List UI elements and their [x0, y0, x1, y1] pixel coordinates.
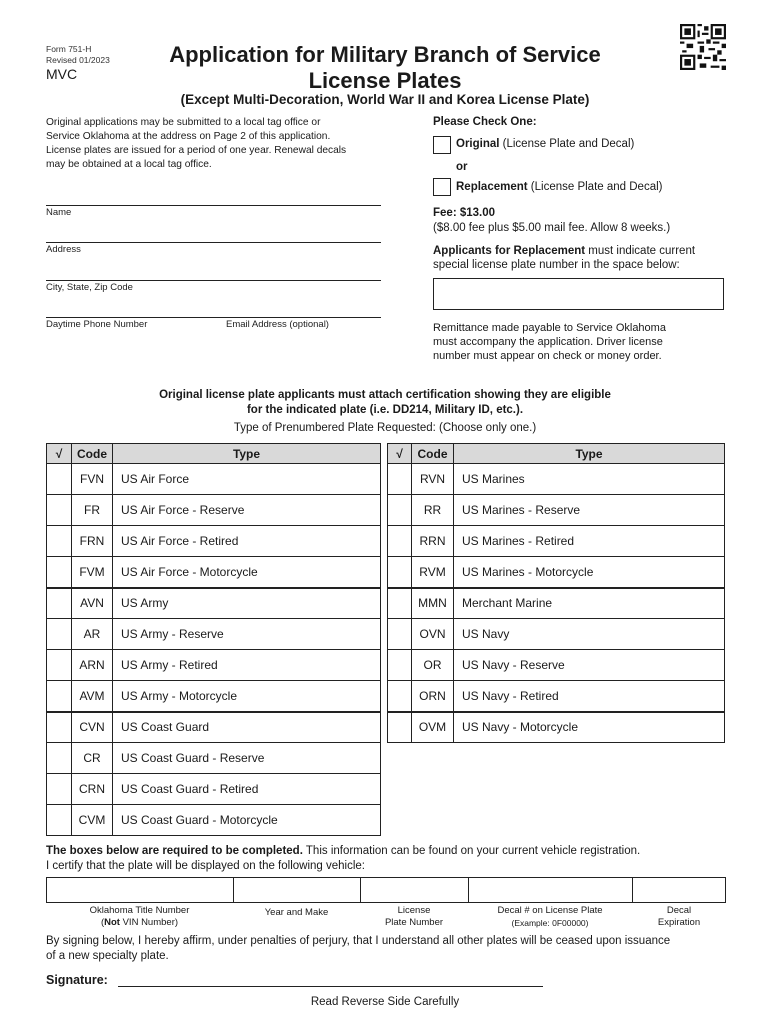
certification-notice: Original license plate applicants must attach certification showing they are eligible for the indicated plate (i.e. DD214, Military ID, etc.). [159, 389, 611, 416]
plate-code: OR [412, 650, 454, 681]
plate-code: FVN [72, 464, 113, 495]
name-field[interactable] [46, 205, 381, 206]
plate-select-checkbox[interactable] [47, 681, 72, 712]
revision-date: Revised 01/2023 [46, 55, 110, 65]
plate-type: US Air Force - Retired [113, 526, 381, 557]
plate-code: OVM [412, 712, 454, 743]
plate-row [47, 464, 381, 495]
or-text: or [456, 161, 468, 173]
plate-type: US Army - Motorcycle [113, 681, 381, 712]
page-title: Application for Military Branch of Service License Plates [169, 42, 601, 93]
decal-number-input[interactable] [469, 878, 633, 903]
plate-type: US Air Force [113, 464, 381, 495]
plate-code: OVN [412, 619, 454, 650]
fee-note: ($8.00 fee plus $5.00 mail fee. Allow 8 weeks.) [433, 222, 671, 234]
signature-field[interactable] [118, 986, 543, 987]
plate-select-checkbox[interactable] [47, 743, 72, 774]
plate-type-instruction: Type of Prenumbered Plate Requested: (Choose only one.) [233, 422, 537, 434]
form-number-block [46, 44, 110, 66]
address-field[interactable] [46, 242, 381, 243]
plate-select-checkbox[interactable] [47, 712, 72, 743]
plate-row [47, 557, 381, 588]
plate-type: US Army - Reserve [113, 619, 381, 650]
plate-row [388, 588, 725, 619]
plate-type: US Navy [454, 619, 725, 650]
plate-select-checkbox[interactable] [388, 557, 412, 588]
signature-label: Signature: [46, 973, 108, 987]
plate-select-checkbox[interactable] [47, 805, 72, 836]
required-notice: The boxes below are required to be completed. This information can be found on your current vehicle registration. [46, 845, 641, 857]
plate-select-checkbox[interactable] [47, 557, 72, 588]
plate-select-checkbox[interactable] [47, 774, 72, 805]
plate-row [47, 681, 381, 712]
plate-select-checkbox[interactable] [388, 588, 412, 619]
plate-type: US Navy - Motorcycle [454, 712, 725, 743]
qr-code-icon [680, 24, 726, 70]
plate-code: RR [412, 495, 454, 526]
plate-type: US Marines - Motorcycle [454, 557, 725, 588]
intro-text: Original applications may be submitted to a local tag office or Service Oklahoma at the address on Page 2 of this application. License plates are issued for a period of one year. Renewal decals may be obtained at a local tag office. [46, 117, 347, 170]
decal-number-label: Decal # on License Plate (Example: 0F00000) [497, 905, 603, 928]
decal-expiration-label: Decal Expiration [657, 905, 701, 928]
plate-row [388, 526, 725, 557]
city-state-zip-field[interactable] [46, 280, 381, 281]
plate-type: US Coast Guard - Motorcycle [113, 805, 381, 836]
plate-type: US Coast Guard [113, 712, 381, 743]
plate-code: ARN [72, 650, 113, 681]
vehicle-info-table [46, 877, 726, 903]
plate-code: AVN [72, 588, 113, 619]
plate-code: FR [72, 495, 113, 526]
plate-select-checkbox[interactable] [47, 650, 72, 681]
plate-row [388, 650, 725, 681]
plate-select-checkbox[interactable] [47, 464, 72, 495]
plate-type: US Coast Guard - Retired [113, 774, 381, 805]
form-number: Form 751-H [46, 44, 92, 54]
plate-number-label: License Plate Number [384, 905, 444, 928]
plate-select-checkbox[interactable] [388, 681, 412, 712]
decal-expiration-input[interactable] [633, 878, 726, 903]
title-number-input[interactable] [47, 878, 234, 903]
plate-code: FVM [72, 557, 113, 588]
address-label: Address [46, 244, 81, 255]
plate-row [388, 712, 725, 743]
name-label: Name [46, 207, 72, 218]
plate-type: US Marines - Retired [454, 526, 725, 557]
plate-select-checkbox[interactable] [47, 619, 72, 650]
plate-row [47, 805, 381, 836]
plate-code: CVN [72, 712, 113, 743]
plate-type: Merchant Marine [454, 588, 725, 619]
agency-code: MVC [46, 66, 78, 82]
plate-row [47, 774, 381, 805]
remittance-note: Remittance made payable to Service Oklahoma must accompany the application. Driver license number must appear on check or money order. [433, 322, 666, 362]
plate-select-checkbox[interactable] [388, 526, 412, 557]
email-label: Email Address (optional) [226, 319, 329, 330]
phone-email-field[interactable] [46, 317, 381, 318]
certify-text: I certify that the plate will be displayed on the following vehicle: [46, 860, 365, 872]
plate-select-checkbox[interactable] [47, 495, 72, 526]
plate-table-right [387, 443, 725, 743]
city-state-zip-label: City, State, Zip Code [46, 282, 133, 293]
check-column-header: √ [47, 444, 72, 464]
plate-select-checkbox[interactable] [388, 650, 412, 681]
plate-row [47, 743, 381, 774]
plate-select-checkbox[interactable] [388, 712, 412, 743]
page-subtitle: (Except Multi-Decoration, World War II and Korea License Plate) [180, 92, 590, 107]
plate-code: CVM [72, 805, 113, 836]
code-column-header: Code [412, 444, 454, 464]
plate-code: AR [72, 619, 113, 650]
plate-row [47, 526, 381, 557]
check-column-header: √ [388, 444, 412, 464]
plate-type: US Army [113, 588, 381, 619]
check-one-heading: Please Check One: [433, 116, 537, 128]
plate-code: FRN [72, 526, 113, 557]
affirmation-text: By signing below, I hereby affirm, under penalties of perjury, that I understand all other plates will be ceased upon issuance of a new specialty plate. [46, 935, 671, 962]
plate-table-left [46, 443, 381, 836]
plate-select-checkbox[interactable] [388, 464, 412, 495]
plate-code: MMN [412, 588, 454, 619]
replacement-option-label: Replacement (License Plate and Decal) [456, 181, 663, 193]
plate-select-checkbox[interactable] [47, 588, 72, 619]
fee-amount: Fee: $13.00 [433, 207, 496, 219]
plate-row [388, 557, 725, 588]
plate-type: US Air Force - Reserve [113, 495, 381, 526]
plate-type: US Coast Guard - Reserve [113, 743, 381, 774]
plate-row [47, 712, 381, 743]
replacement-note: Applicants for Replacement must indicate current special license plate number in the space below: [433, 245, 696, 271]
original-checkbox[interactable] [433, 136, 451, 154]
plate-select-checkbox[interactable] [388, 619, 412, 650]
plate-type: US Air Force - Motorcycle [113, 557, 381, 588]
plate-select-checkbox[interactable] [47, 526, 72, 557]
plate-code: CRN [72, 774, 113, 805]
plate-row [47, 588, 381, 619]
plate-row [47, 619, 381, 650]
plate-code: AVM [72, 681, 113, 712]
plate-number-input[interactable] [361, 878, 469, 903]
footer-note: Read Reverse Side Carefully [310, 996, 460, 1008]
type-column-header: Type [113, 444, 381, 464]
code-column-header: Code [72, 444, 113, 464]
plate-select-checkbox[interactable] [388, 495, 412, 526]
plate-type: US Navy - Reserve [454, 650, 725, 681]
plate-row [47, 650, 381, 681]
plate-type: US Marines - Reserve [454, 495, 725, 526]
type-column-header: Type [454, 444, 725, 464]
plate-code: RRN [412, 526, 454, 557]
replacement-checkbox[interactable] [433, 178, 451, 196]
plate-type: US Army - Retired [113, 650, 381, 681]
original-option-label: Original (License Plate and Decal) [456, 138, 635, 150]
current-plate-number-input[interactable] [433, 278, 724, 310]
year-make-label: Year and Make [264, 907, 329, 918]
plate-row [388, 495, 725, 526]
plate-code: ORN [412, 681, 454, 712]
plate-row [47, 495, 381, 526]
title-number-label: Oklahoma Title Number (Not VIN Number) [89, 905, 190, 928]
year-make-input[interactable] [234, 878, 361, 903]
plate-code: CR [72, 743, 113, 774]
phone-label: Daytime Phone Number [46, 319, 148, 330]
plate-type: US Navy - Retired [454, 681, 725, 712]
plate-row [388, 619, 725, 650]
plate-row [388, 681, 725, 712]
plate-row [388, 464, 725, 495]
plate-code: RVM [412, 557, 454, 588]
plate-code: RVN [412, 464, 454, 495]
plate-type: US Marines [454, 464, 725, 495]
